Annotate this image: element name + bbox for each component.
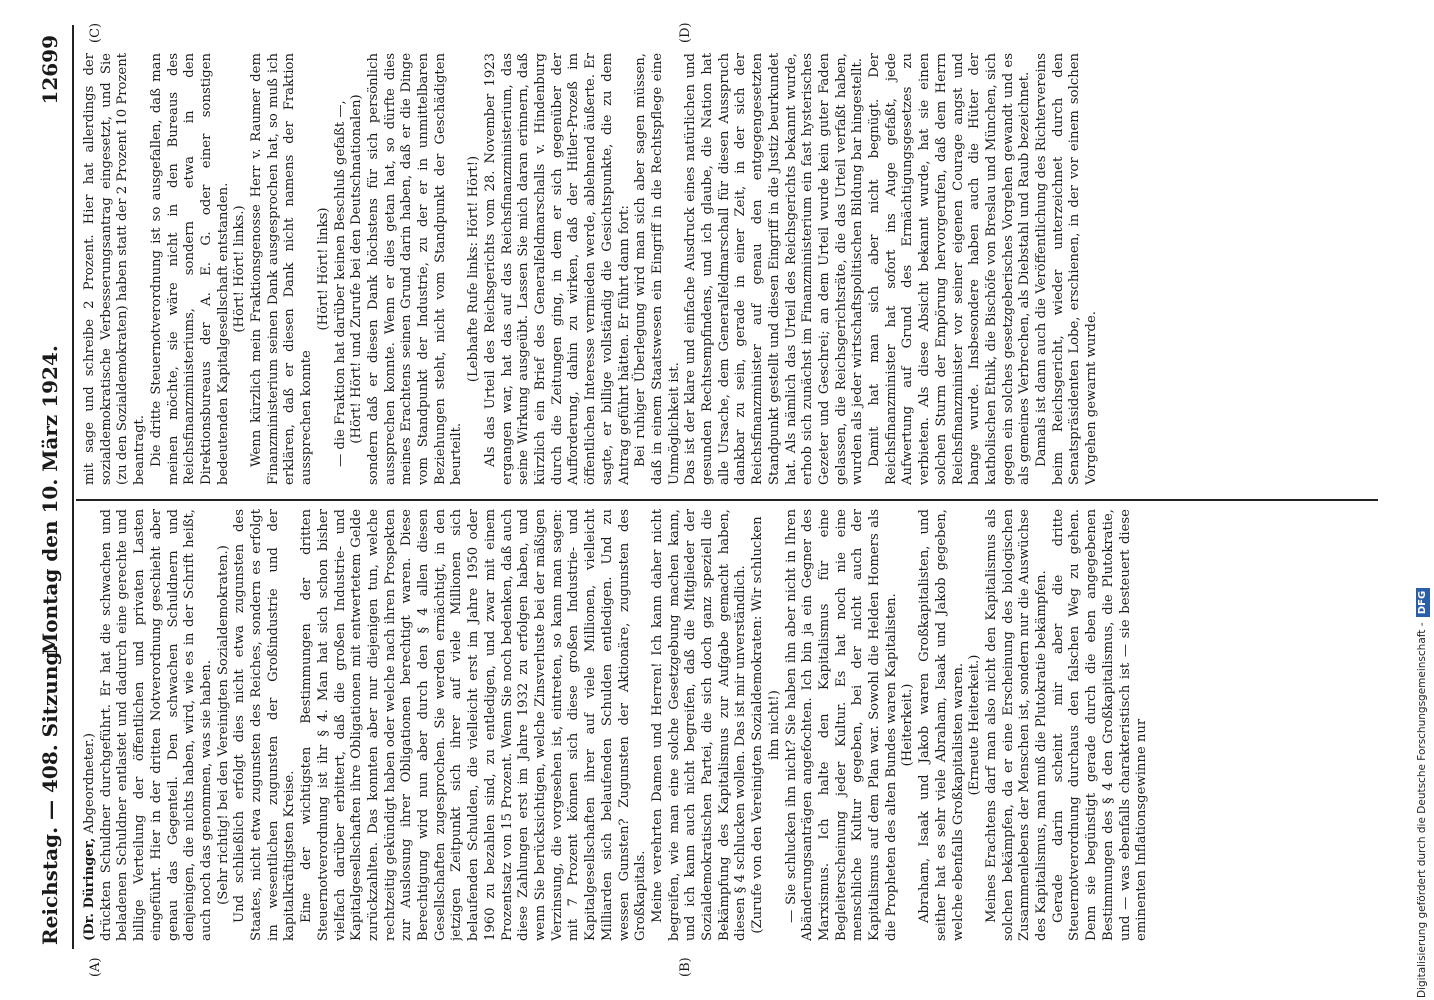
margin-marker-d: (D) xyxy=(678,22,693,43)
paragraph: Meines Erachtens darf man also nicht den Kapitalismus als solchen bekämpfen, da er eine Erscheinung des biologischen Zusammenlebens der Menschen ist, sondern nur die Auswüchse des Kapitalismus, man muß die Plutokratie bekämpfen. xyxy=(983,509,1050,941)
speaker-name: (Dr. Düringer, xyxy=(82,837,97,941)
paragraph: drückten Schuldner durchgeführt. Er hat die schwachen und beladenen Schuldner entlastet und dadurch eine gerechte und billige Verteilung der öffentlichen und privaten Lasten eingeführt. Hier in der dritten Notverordnung geschieht aber genau das Gegenteil. Den schwachen Schuldnern und denjenigen, die nichts haben, wird, wie es in der Schrift heißt, auch noch das genommen, was sie haben. xyxy=(98,509,214,941)
page-header xyxy=(28,15,72,985)
header-date: Montag den 10. März 1924. xyxy=(38,345,62,655)
paragraph: Abraham, Isaak und Jakob waren Großkapitalisten, und seither hat es sehr viele Abraham, Isaak und Jakob gegeben, welche ebenfalls Großkapitalisten waren. xyxy=(917,509,966,941)
interjection: (Hört! Hört! links) xyxy=(315,207,331,331)
margin-marker-a: (A) xyxy=(88,957,103,977)
paragraph: Meine verehrten Damen und Herren! Ich kann daher nicht begreifen, wie man eine solche Gesetzgebung machen kann, und ich kann auch nicht begreifen, daß die Mitglieder der Sozialdemokratischen Partei, die sich doch ganz speziell die Bekämpfung des Kapitalismus zur Aufgabe gemacht haben, diesen § 4 schlucken wollen. Das ist mir unverständlich. xyxy=(649,509,749,941)
paragraph: Das ist der klare und einfache Ausdruck eines natürlichen und gesunden Rechtsempfindens, und ich glaube, die Nation hat alle Ursache, dem Generalfeldmarschall für diesen Ausspruch dankbar zu sein, gerade in einer Zeit, in der sich der Reichsfinanzminister auf genau den entgegengesetzten Standpunkt gestellt und diesen Eingriff in die Justiz beurkundet hat. Als nämlich das Urteil des Reichsgerichts bekannt wurde, erhob sich zunächst im Finanzministerium ein fast hysterisches Gezeter und Geschrei; an dem Urteil wurde kein guter Faden gelassen, die Reichsgerichtsräte, die das Urteil verfaßt haben, wurden als jeder wirtschaftspolitischen Bildung bar hingestellt. xyxy=(683,53,866,485)
paragraph: Und schließlich erfolgt dies nicht etwa zugunsten des Staates, nicht etwa zugunsten des Reiches, sondern es erfolgt im wesentlichen zugunsten der Großindustrie und der kapitalkräftigsten Kreise. xyxy=(232,509,298,941)
right-column xyxy=(82,53,1380,485)
margin-marker-c: (C) xyxy=(88,22,103,43)
interjection: (Heiterkeit.) xyxy=(900,683,916,767)
page-number: 12699 xyxy=(38,35,62,105)
digitization-credit xyxy=(1412,2,1432,998)
quotation: Bei ruhiger Überlegung wird man sich aber sagen müssen, daß in einem Staatswesen ein Eingriff in die Rechtspflege eine Unmöglichkeit ist. xyxy=(633,53,682,485)
column-divider xyxy=(76,499,1378,501)
paragraph: Gerade darin scheint mir aber die dritte Steuernotverordnung durchaus den falschen Weg zu gehen. Denn sie begünstigt gerade durch die eben angegebenen Bestimmungen des § 4 den Großkapitalismus, die Plutokratie, und — was ebenfalls charakteristisch ist — sie besteuert diese eminenten Inflationsgewinne nur xyxy=(1050,509,1150,941)
paragraph: Eine der wichtigsten Bestimmungen der dritten Steuernotverordnung ist ihr § 4. Man hat sich schon bisher vielfach darüber erbittert, daß die großen Industrie- und Kapitalgesellschaften ihre Obligationen mit entwertetem Gelde zurückzahlten. Das konnten aber nur diejenigen tun, welche rechtzeitig gekündigt haben oder welche nach ihren Prospekten zur Auslosung ihrer Obligationen berechtigt waren. Diese Berechtigung wird nun aber durch den § 4 allen diesen Gesellschaften zugesprochen. Sie werden ermächtigt, in den jetzigen Zeitpunkt sich ihrer auf viele Millionen sich belaufenden Schulden, die vielleicht erst im Jahre 1950 oder 1960 zu bezahlen sind, zu entledigen, und zwar mit einem Prozentsatz von 15 Prozent. Wenn Sie noch bedenken, daß auch diese Zahlungen erst im Jahre 1932 zu erfolgen haben, und wenn Sie berücksichtigen, welche Zinsverluste bei der mäßigen Verzinsung, die vorgesehen ist, eintreten, so kann man sagen: mit 7 Prozent können sich diese großen Industrie- und Kapitalgesellschaften ihrer auf viele Millionen, vielleicht Milliarden sich belaufenden Schulden entledigen. Und zu wessen Gunsten? Zugunsten der Aktionäre, zugunsten des Großkapitals. xyxy=(299,509,649,941)
paragraph: Die dritte Steuernotverordnung ist so ausgefallen, daß man meinen möchte, sie wäre nicht in den Bureaus des Reichsfinanzministeriums, sondern etwa in den Direktionsbureaus der A. E. G. oder einer sonstigen bedeutenden Kapitalgesellschaft entstanden. xyxy=(148,53,231,485)
interjection: (Hört! Hört! links.) xyxy=(232,205,248,333)
interjection: (Lebhafte Rufe links: Hört! Hört!) xyxy=(466,155,482,383)
speaker-line xyxy=(82,509,99,941)
left-column xyxy=(82,509,1380,941)
interjection: (Hört! Hört! und Zurufe bei den Deutschnationalen) xyxy=(349,94,365,444)
margin-marker-b: (B) xyxy=(678,957,693,977)
paragraph: Damals ist dann auch die Veröffentlichung des Richtervereins beim Reichsgericht, wieder unterzeichnet durch den Senatspräsidenten Lobe, erschienen, in der vor einem solchen Vorgehen gewarnt wurde. xyxy=(1034,53,1100,485)
dfg-logo: DFG xyxy=(1416,588,1430,617)
credit-text xyxy=(1412,2,1432,998)
credit-label: Digitalisierung gefördert durch die Deutsche Forschungsgemeinschaft - xyxy=(1416,622,1428,998)
paragraph: Damit hat man sich aber nicht begnügt. Der Reichsfinanzminister hat sofort ins Auge gefaßt, jede Aufwertung auf Grund des Ermächtigungsgesetzes zu verbieten. Als diese Absicht bekannt wurde, hat sie einen solchen Sturm der Empörung hervorgerufen, daß dem Herrn Reichsfinanzminister vor seiner eigenen Courage angst und bange wurde. Insbesondere haben auch die Hüter der katholischen Ethik, die Bischöfe von Breslau und München, sich gegen ein solches gesetzgeberisches Vorgehen gewandt und es als gemeines Verbrechen, als Diebstahl und Raub bezeichnet. xyxy=(867,53,1033,485)
paragraph: Wenn kürzlich mein Fraktionsgenosse Herr v. Raumer dem Finanzministerium seinen Dank ausgesprochen hat, so muß ich erklären, daß er diesen Dank nicht namens der Fraktion aussprechen konnte xyxy=(249,53,315,485)
newspaper-page xyxy=(28,15,1388,985)
interjection: (Sehr richtig! bei den Vereinigten Sozialdemokraten.) xyxy=(215,545,231,905)
paragraph: sondern daß er diesen Dank höchstens für sich persönlich aussprechen konnte. Wenn er dies getan hat, so dürfte dies meines Erachtens seinen Grund darin haben, daß er die Dinge vom Standpunkt der Industrie, zu der er in unmittelbaren Beziehungen steht, nicht vom Standpunkt der Geschädigten beurteilt. xyxy=(365,53,465,485)
paragraph: Als das Urteil des Reichsgerichts vom 28. November 1923 ergangen war, hat das auf das Reichsfinanzministerium, das seine Wirkung ausgeübt. Lassen Sie mich daran erinnern, daß kürzlich ein Brief des Generalfeldmarschalls v. Hindenburg durch die Zeitungen ging, in dem er sich gegenüber der Aufforderung, dahin zu wirken, daß der Hitler-Prozeß im öffentlichen Interesse vermieden werde, ablehnend äußerte. Er sagte, er billige vollständig die Gesichtspunkte, die zu dem Antrag geführt hätten. Er führt dann fort: xyxy=(482,53,632,485)
header-rule xyxy=(72,25,74,949)
paragraph: mit sage und schreibe 2 Prozent. Hier hat allerdings der sozialdemokratische Verbesserungsantrag eingesetzt, und Sie (zu den Sozialdemokraten) haben statt der 2 Prozent 10 Prozent beantragt. xyxy=(82,53,148,485)
paragraph: — Sie schlucken ihn nicht? Sie haben ihn aber nicht in Ihren Abänderungsanträgen angefochten. Ich bin ja ein Gegner des Marxismus. Ich halte den Kapitalismus für eine Begleiterscheinung jeder Kultur. Es hat noch nie eine menschliche Kultur gegeben, bei der nicht auch der Kapitalismus auf dem Plan war. Sowohl die Helden Homers als die Propheten des alten Bundes waren Kapitalisten. xyxy=(783,509,899,941)
interjection: (Zurufe von den Vereinigten Sozialdemokraten: Wir schlucken ihn nicht!) xyxy=(750,516,782,934)
speaker-role: Abgeordneter.) xyxy=(82,732,97,834)
interjection: (Erneute Heiterkeit.) xyxy=(967,654,983,796)
paragraph: — die Fraktion hat darüber keinen Beschluß gefaßt —, xyxy=(332,100,348,467)
header-session: Reichstag. — 408. Sitzung. xyxy=(38,644,62,945)
